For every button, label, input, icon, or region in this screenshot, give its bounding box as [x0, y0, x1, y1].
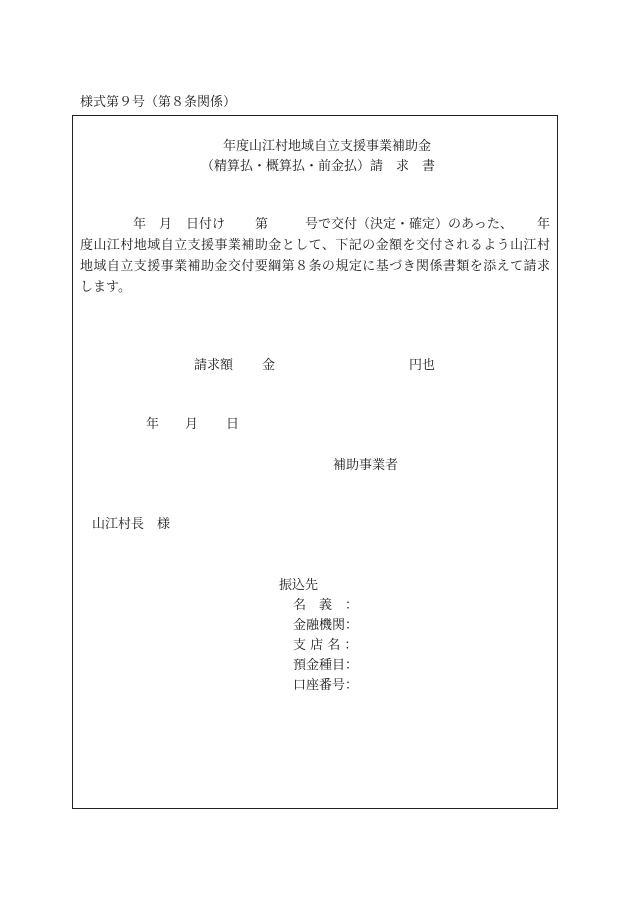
amount-prefix: 金: [262, 358, 276, 373]
bank-field-account-type: 預金種目：: [293, 658, 359, 673]
amount-label: 請求額: [194, 358, 234, 373]
date-month-label: 月: [185, 417, 199, 432]
addressee: 山江村長 様: [92, 517, 171, 532]
body-date-label: 日付け: [186, 217, 226, 232]
form-title-line2: （精算払・概算払・前金払）請 求 書: [201, 159, 436, 174]
bank-field-institution: 金融機関：: [293, 618, 359, 633]
body-year-label-2: 年: [537, 217, 551, 232]
body-paragraph: [80, 218, 550, 298]
body-line-4: します。: [80, 280, 131, 295]
body-month-label: 月: [159, 217, 173, 232]
body-number-prefix: 第: [255, 217, 269, 232]
bank-field-account-name: 名 義 ：: [293, 598, 359, 613]
body-line-2: 度山江村地域自立支援事業補助金として、下記の金額を交付されるよう山江村: [80, 238, 550, 253]
amount-suffix: 円也: [409, 358, 436, 373]
body-year-label: 年: [133, 217, 147, 232]
form-title-line1: 年度山江村地域自立支援事業補助金: [223, 139, 432, 154]
date-year-label: 年: [146, 417, 160, 432]
body-line-3: 地域自立支援事業補助金交付要綱第８条の規定に基づき関係書類を添えて請求: [80, 259, 550, 274]
bank-field-branch: 支 店 名 ：: [293, 638, 358, 653]
body-grant-clause: 号で交付（決定・確定）のあった、: [305, 217, 513, 232]
bank-header: 振込先: [279, 578, 319, 593]
applicant-label: 補助事業者: [333, 458, 399, 473]
bank-field-account-number: 口座番号：: [293, 678, 359, 693]
form-label: 様式第９号（第８条関係）: [80, 95, 237, 110]
date-day-label: 日: [226, 417, 240, 432]
